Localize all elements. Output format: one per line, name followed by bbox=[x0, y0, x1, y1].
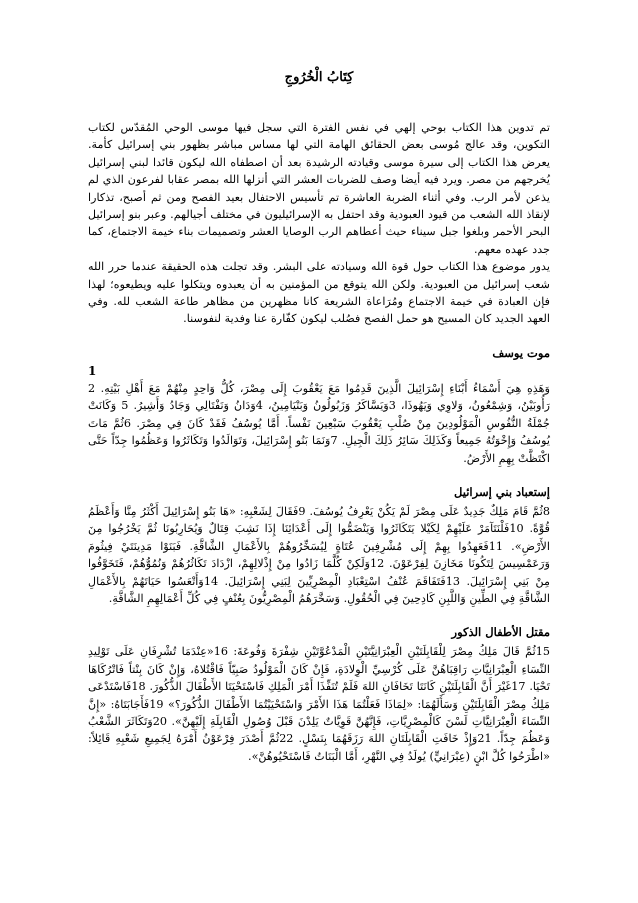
document-page bbox=[88, 70, 550, 863]
chapter-number: 1 bbox=[88, 363, 97, 378]
intro-paragraph-1: تم تدوين هذا الكتاب بوحي إلهي في نفس الفترة التي سجل فيها موسى الوحي المُقدّس لكتاب التكوين، وقد عالج مُوسى بعض الحقائق الهامة التي لها مساس مباشر بظهور بني إسرائيل كأمة. يعرض هذا الكتاب إلى سيرة موسى وقيادته الرشيدة بعد أن اصطفاه الله ليكون قائدا لبني إسرائيل يُخرجهم من مصر. ويرد فيه أيضا وصف للضربات العشر التي أنزلها الله بمصر عقابا لفرعون الذي لم يذعن لأمر الرب. وفي أثناء الضربة العاشرة تم تأسيس الاحتفال بعيد الفصح ومن ثم أصبح، تذكارا لإنقاذ الله الشعب من قيود العبودية وقد احتفل به الإسرائيليون في مختلف أجيالهم. وعبر بنو إسرائيل البحر الأحمر وبلغوا جبل سيناء حيث أعطاهم الرب الوصايا العشر وتصميمات بناء خيمة الاجتماع، كما جدد عهده معهم. bbox=[88, 121, 550, 256]
verses-1-7: وَهَذِهِ هِيَ أَسْمَاءُ أَبْنَاءِ إِسْرَائِيلَ الَّذِينَ قَدِمُوا مَعَ يَعْقُوبَ إِلَى مِصْرَ، كُلُّ وَاحِدٍ مِنْهُمْ مَعَ أَهْلِ بَيْتِهِ. 2 رَأُوبَيْنُ، وَشِمْعُونُ، وَلاوِي وَيَهُوذَا، 3وَيَسَّاكَرُ وَزَبُولُونُ وَبَنْيَامِينُ، 4وَدَانُ وَنَفْتَالِي وَجَادُ وَأَشِيرُ. 5 وَكَانَتْ جُمْلَةُ النُّفُوسِ الْمَوْلُودِينَ مِنْ صُلْبِ يَعْقُوبَ سَبْعِينَ نَفْساً. أَمَّا يُوسُفُ فَقَدْ كَانَ فِي مِصْرَ. 6ثُمَّ مَاتَ يُوسُفُ وَإِخْوَتُهُ جَمِيعاً وَكَذَلِكَ سَائِرُ ذَلِكَ الْجِيلِ. 7وَنَمَا بَنُو إِسْرَائِيلَ، وَتَوَالَدُوا وَتَكَاثَرُوا وَعَظُمُوا جِدّاً حَتَّى اكْتَظَّتْ بِهِمِ الأَرْضُ. bbox=[88, 381, 550, 465]
section-heading-killing-of-male-children: مقتل الأطفال الذكور bbox=[451, 625, 550, 640]
verses-8-14: 8ثُمَّ قَامَ مَلِكٌ جَدِيدٌ عَلَى مِصْرَ لَمْ يَكُنْ يَعْرِفُ يُوسُفَ. 9فَقَالَ لِشَعْبِهِ: «هَا بَنُو إِسْرَائِيلَ أَكْثَرُ مِنَّا وَأَعْظَمُ قُوَّةً. 10فَلْنَتَآمَرْ عَلَيْهِمْ لِكَيْلا يَتَكَاثَرُوا وَيَنْضَمُّوا إِلَى أَعْدَائِنَا إِذَا نَشِبَ قِتَالٌ وَيُحَارِبُونَا ثُمَّ يَخْرُجُوا مِنَ الأَرْضِ». 11فَعَهِدُوا بِهِمْ إِلَى مُشْرِفِينَ عُتَاةٍ لِيُسَخِّرُوهُمْ بِالأَعْمَالِ الشَّاقَّةِ. فَبَنَوْا مَدِينَتَيْ فِيثُومَ وَرَعَمْسِيسَ لِتَكُونَا مَخَازِنَ لِفِرْعَوْنَ. 12وَلَكِنْ كُلَّمَا زَادُوا مِنْ إِذْلالِهِمْ، ازْدَادَ تَكَاثُرُهُمْ وَنُمُوُّهُمْ، فَتَخَوَّفُوا مِنْ بَنِي إِسْرَائِيلَ. 13فَتَفَاقَمَ عُنْفُ اسْتِعْبَادِ الْمِصْرِيِّينَ لِبَنِي إِسْرَائِيلَ. 14وَأَتْعَسُوا حَيَاتَهُمْ بِالأَعْمَالِ الشَّاقَّةِ فِي الطِّينِ وَاللَّبِنِ كَادِحِينَ فِي الْحُقُولِ. وَسَخَّرَهُمُ الْمِصْرِيُّونَ بِعُنْفٍ فِي كُلِّ أَعْمَالِهِمِ الشَّاقَّةِ. bbox=[88, 504, 551, 605]
book-title: كِتَابُ الْخُرُوجِ bbox=[284, 70, 354, 85]
section-heading-death-of-joseph: موت يوسف bbox=[492, 345, 550, 360]
verses-15-22: 15ثُمَّ قَالَ مَلِكُ مِصْرَ لِلْقَابِلَتَيْنِ الْعِبْرَانِيَّتَيْنِ الْمَدْعُوَّتَيْنِ شِفْرَةَ وَفُوعَةَ: 16«عِنْدَمَا تُشْرِفَانِ عَلَى تَوْلِيدِ النِّسَاءِ الْعِبْرَانِيَّاتِ رَاقِبَاهُنَّ عَلَى كُرْسِيِّ الْوِلادَةِ، فَإِنْ كَانَ الْمَوْلُودُ صَبِيّاً فَاقْتُلاهُ، وَإِنْ كَانَ بِنْتاً فَاتْرُكَاهَا تَحْيَا. 17غَيْرَ أَنَّ الْقَابِلَتَيْنِ كَانَتَا تَخَافَانِ اللهَ فَلَمْ تُنَفِّذَا أَمْرَ الْمَلِكِ فَاسْتَحْيَتَا الأَطْفَالَ الذُّكُورَ. 18فَاسْتَدْعَى مَلِكُ مِصْرَ الْقَابِلَتَيْنِ وَسَأَلَهُمَا: «لِمَاذَا فَعَلْتُمَا هَذَا الأَمْرَ وَاسْتَحْيَيْتُمَا الأَطْفَالَ الذُّكُورَ؟» 19فَأَجَابَتَاهُ: «إِنَّ النِّسَاءَ الْعِبْرَانِيَّاتِ لَسْنَ كَالْمِصْرِيَّاتِ، فَإِنَّهُنَّ قَوِيَّاتٌ يَلِدْنَ قَبْلَ وُصُولِ الْقَابِلَةِ إِلَيْهِنَّ». 20وَتَكَاثَرَ الشَّعْبُ وَعَظُمَ جِدّاً. 21وَإِذْ خَافَتِ الْقَابِلَتَانِ اللهَ رَزَقَهُمَا بِنَسْلٍ. 22ثُمَّ أَصْدَرَ فِرْعَوْنُ أَمْرَهُ لِجَمِيعِ شَعْبِهِ قَائِلاً: «اطْرَحُوا كُلَّ ابْنٍ (عِبْرَانِيٍّ) يُولَدُ فِي النَّهْرِ، أَمَّا الْبَنَاتُ فَاسْتَحْيُوهُنَّ». bbox=[88, 645, 551, 763]
section-heading-enslavement: إستعباد بني إسرائيل bbox=[454, 484, 550, 499]
intro-paragraph-2: يدور موضوع هذا الكتاب حول قوة الله وسيادته على البشر. وقد تجلت هذه الحقيقة عندما حرر الله شعب إسرائيل من العبودية. ولكن الله يتوقع من المؤمنين به أن يعبدوه ويتكلوا عليه ويطيعوه؛ لهذا فإن العبادة في خيمة الاجتماع ومُرَاعاة الشريعة كانا مظهرين من مظاهر طاعة الشعب لله. وفي العهد الجديد كان المسيح هو حمل الفصح فصُلب ليكون كفّارة عنا وفدية لنفوسنا. bbox=[88, 260, 550, 326]
